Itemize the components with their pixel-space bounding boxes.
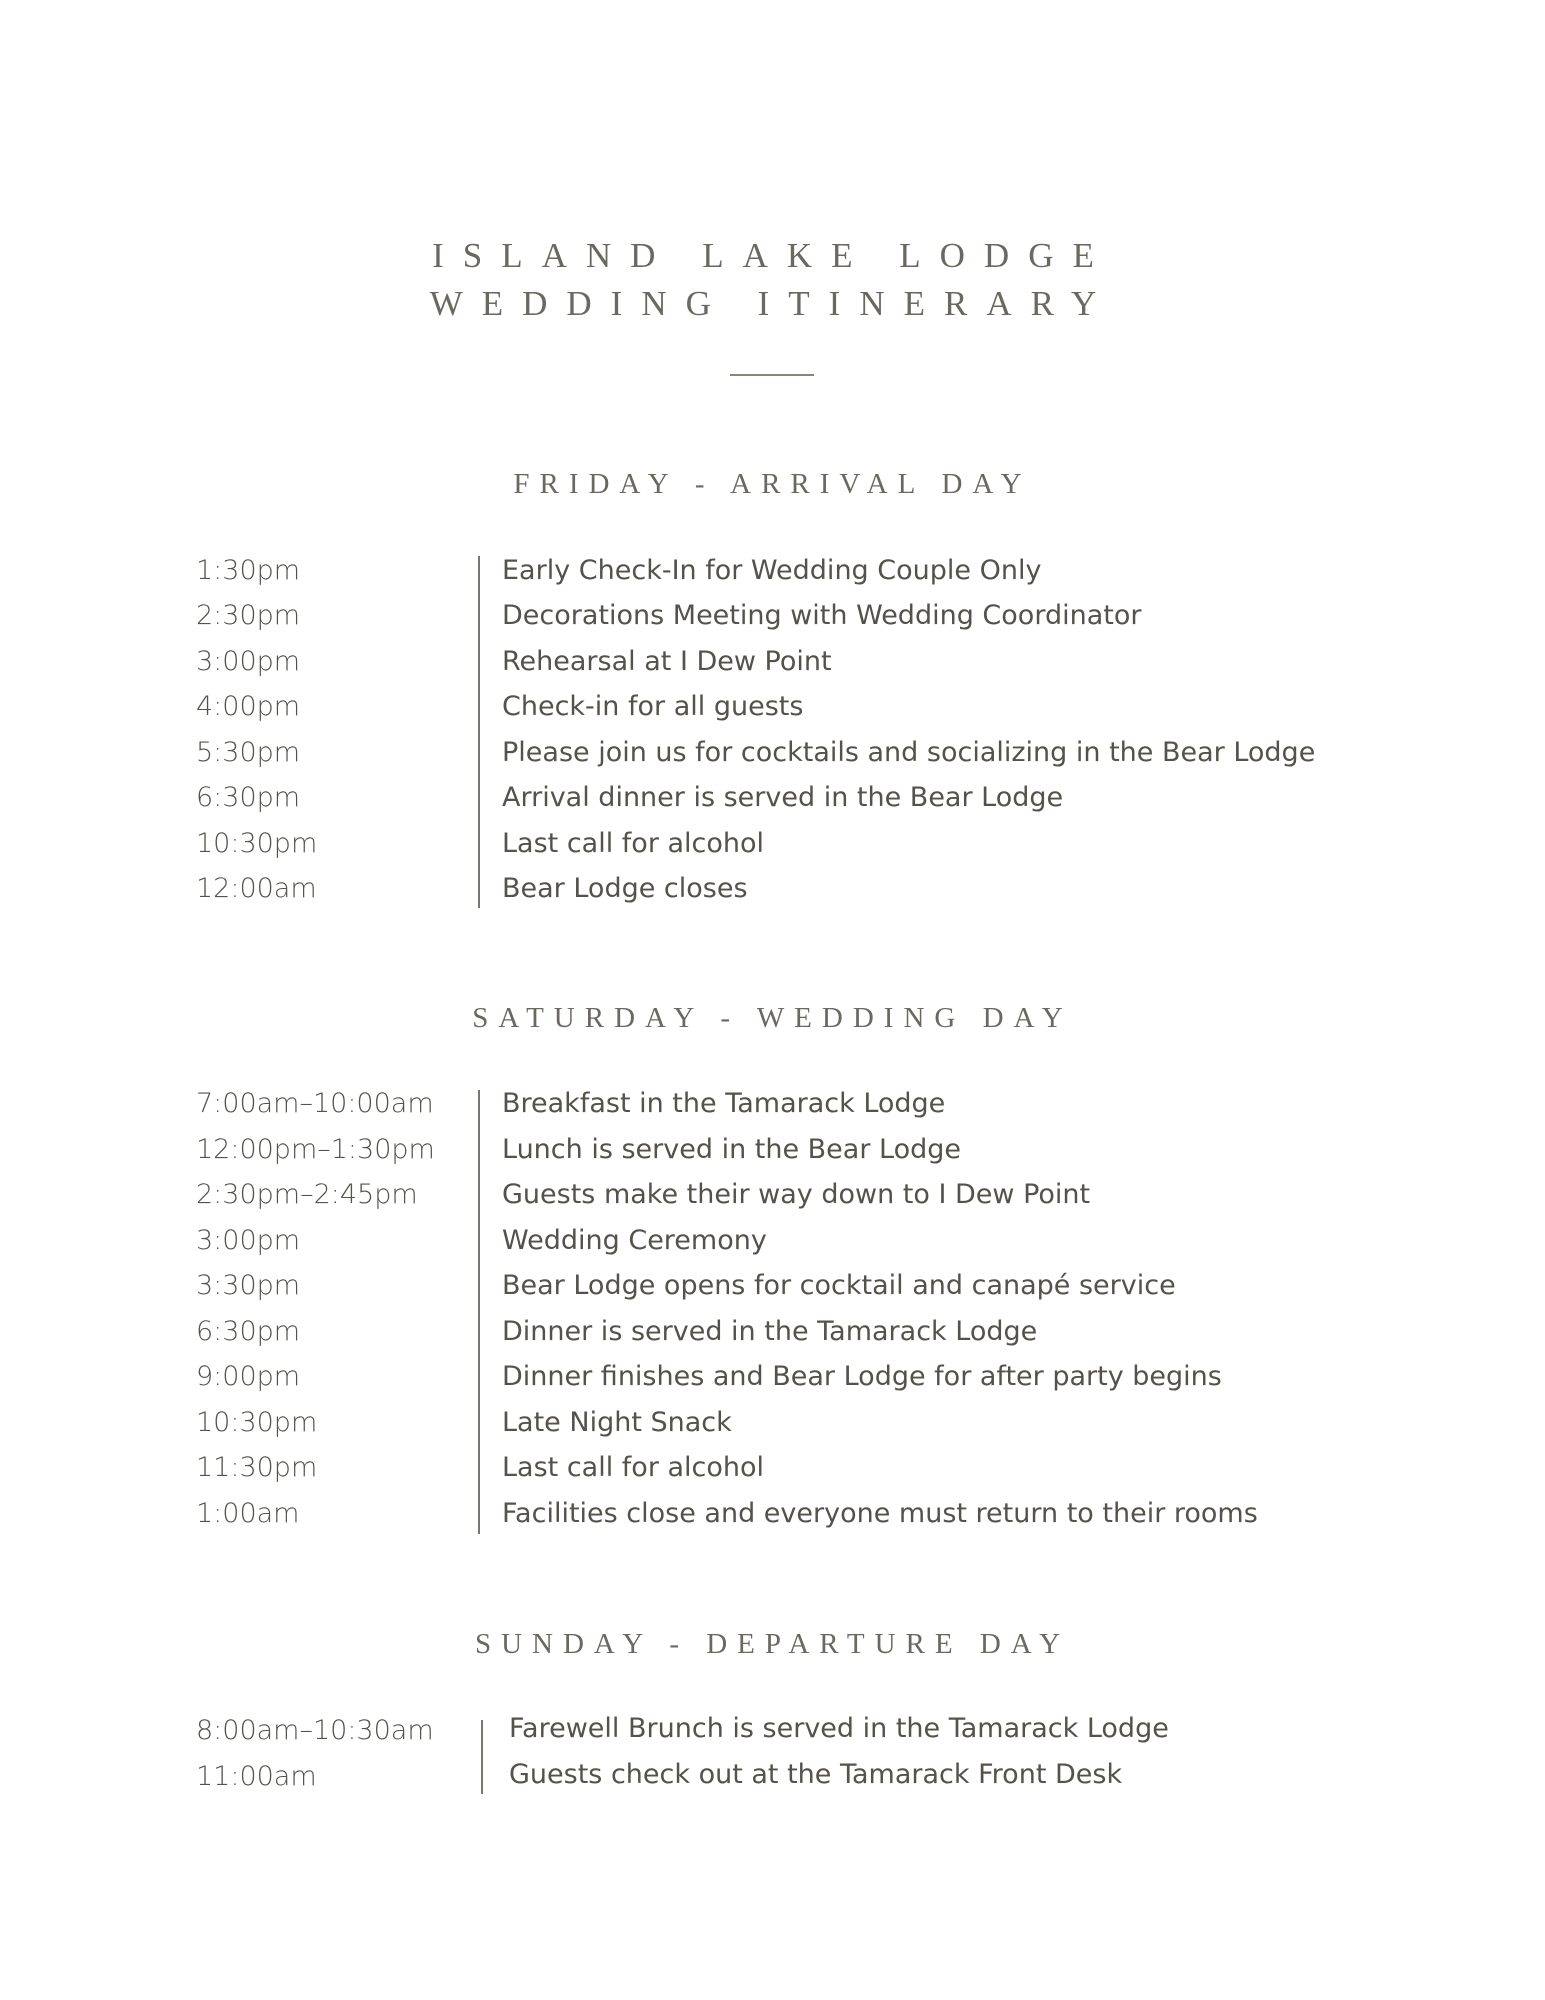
timeline-divider [478,556,480,908]
event: Bear Lodge closes [502,873,748,904]
event: Last call for alcohol [502,1452,765,1483]
event: Please join us for cocktails and socializing in the Bear Lodge [502,737,1316,768]
time: 10:30pm [196,828,318,859]
event: Late Night Snack [502,1407,732,1438]
time: 1:00am [196,1498,300,1529]
timeline-divider [481,1720,483,1794]
time: 11:30pm [196,1452,318,1483]
event: Lunch is served in the Bear Lodge [502,1134,961,1165]
day-heading-saturday: SATURDAY - WEDDING DAY [472,1002,1073,1034]
event: Dinner is served in the Tamarack Lodge [502,1316,1038,1347]
event: Bear Lodge opens for cocktail and canapé service [502,1270,1176,1301]
event: Arrival dinner is served in the Bear Lodge [502,782,1064,813]
event: Guests check out at the Tamarack Front Desk [509,1759,1123,1790]
day-heading-sunday: SUNDAY - DEPARTURE DAY [474,1628,1071,1660]
event: Decorations Meeting with Wedding Coordinator [502,600,1142,631]
event: Facilities close and everyone must return to their rooms [502,1498,1258,1529]
title-divider [730,374,814,376]
time: 6:30pm [196,782,301,813]
time: 4:00pm [196,691,301,722]
event: Check-in for all guests [502,691,804,722]
event: Guests make their way down to I Dew Point [502,1179,1091,1210]
event: Farewell Brunch is served in the Tamarack Lodge [509,1713,1169,1744]
time: 3:00pm [196,646,301,677]
time: 3:00pm [196,1225,301,1256]
time: 12:00pm–1:30pm [196,1134,435,1165]
event: Dinner finishes and Bear Lodge for after party begins [502,1361,1222,1392]
event: Last call for alcohol [502,828,765,859]
time: 2:30pm [196,600,301,631]
time: 6:30pm [196,1316,301,1347]
title-line-1: ISLAND LAKE LODGE [432,236,1113,275]
time: 8:00am–10:30am [196,1715,434,1746]
time: 7:00am–10:00am [196,1088,434,1119]
event: Early Check-In for Wedding Couple Only [502,555,1042,586]
time: 10:30pm [196,1407,318,1438]
time: 3:30pm [196,1270,301,1301]
title-line-2: WEDDING ITINERARY [429,284,1116,323]
time: 5:30pm [196,737,301,768]
timeline-divider [478,1090,480,1534]
event: Rehearsal at I Dew Point [502,646,832,677]
time: 11:00am [196,1761,317,1792]
time: 1:30pm [196,555,301,586]
event: Breakfast in the Tamarack Lodge [502,1088,946,1119]
time: 9:00pm [196,1361,301,1392]
day-heading-friday: FRIDAY - ARRIVAL DAY [513,468,1032,500]
time: 2:30pm–2:45pm [196,1179,418,1210]
event: Wedding Ceremony [502,1225,767,1256]
time: 12:00am [196,873,317,904]
